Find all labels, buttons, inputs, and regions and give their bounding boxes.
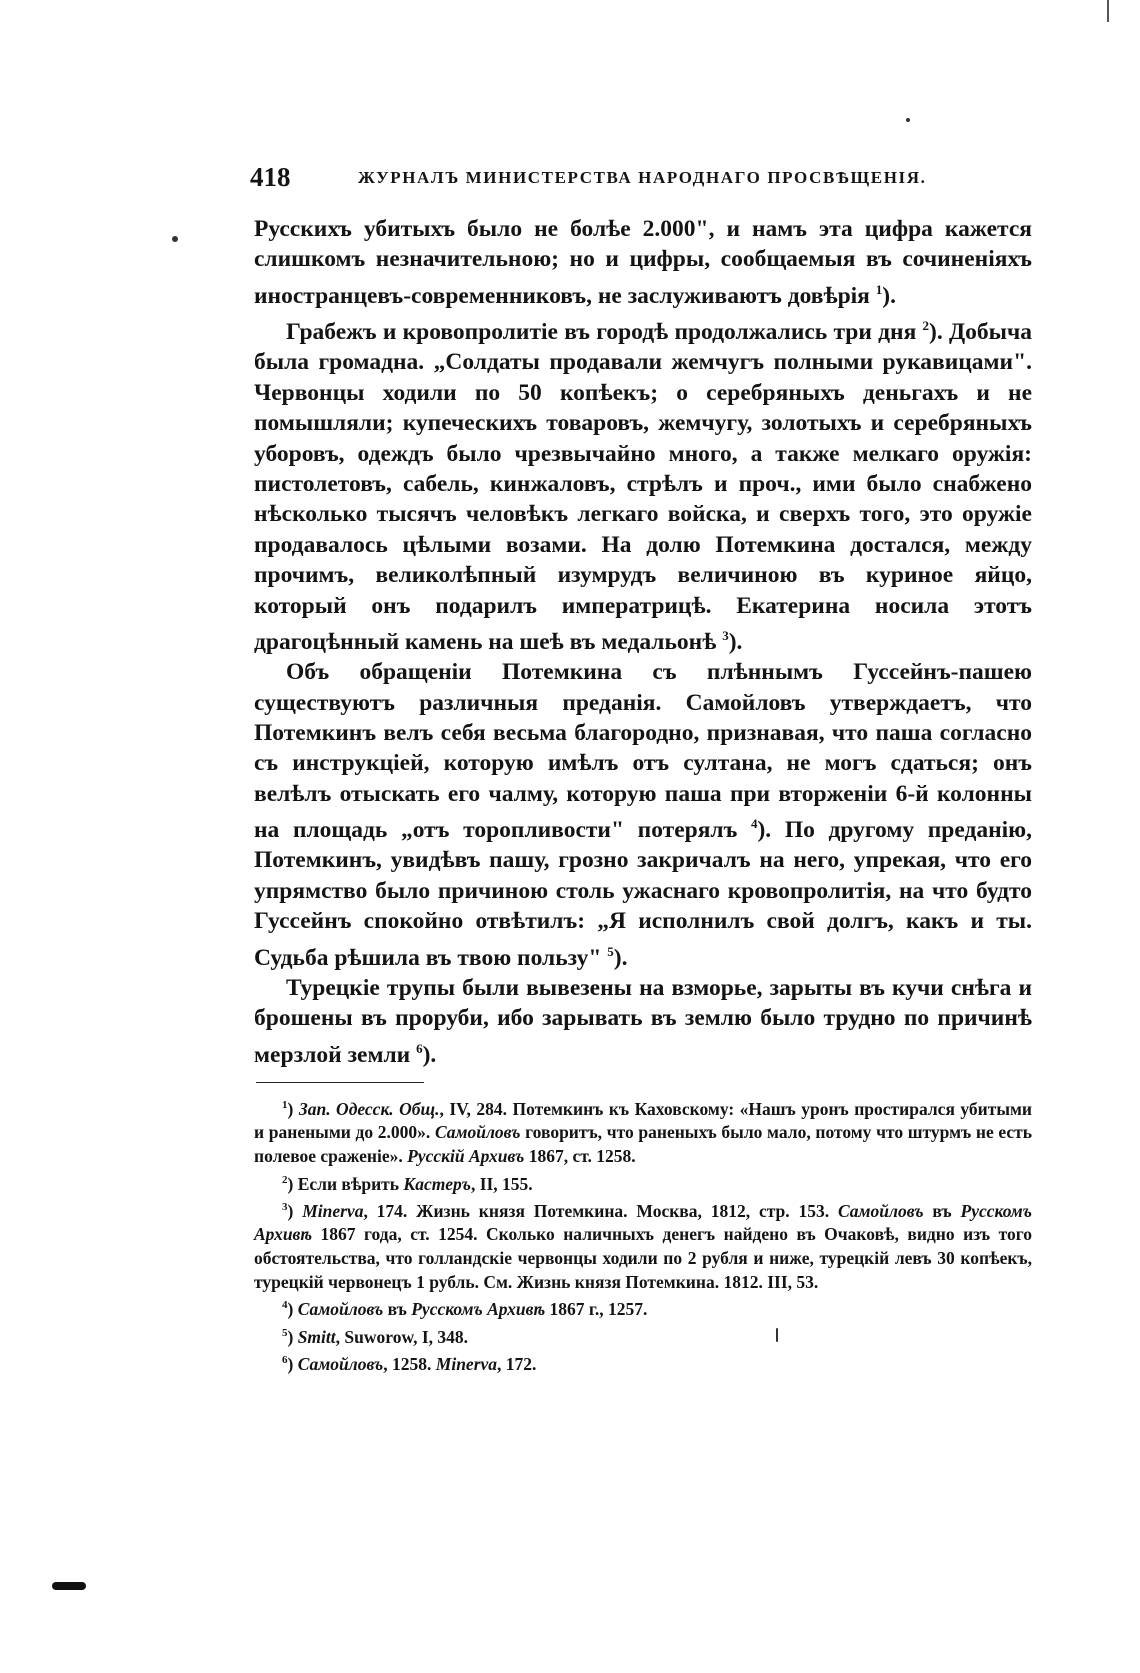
scan-edge-mark — [1107, 0, 1109, 22]
page-header — [250, 162, 1020, 198]
footnote: $^4$) Самойловъ въ Русскомъ Архивѣ 1867 г., 1257. — [282, 1299, 648, 1320]
page-number: 418 — [250, 162, 291, 192]
paragraph: Русскихъ убитыхъ было не болѣе 2.000", и намъ эта цифра кажется слишкомъ незначительною; но и цифры, сообщаемыя въ сочиненіяхъ иностранцевъ-современниковъ, не заслуживаютъ довѣрія $^1$). — [254, 216, 1032, 309]
paragraph: Грабежъ и кровопролитіе въ городѣ продолжались три дня $^2$). Добыча была громадна. „Солдаты продавали жемчугъ полными рукавицами". Червонцы ходили по 50 копѣекъ; о серебряныхъ деньгахъ и не помышляли; купеческихъ товаровъ, жемчугу, золотыхъ и серебряныхъ уборовъ, одеждъ было чрезвычайно много, а также мелкаго оружія: пистолетовъ, сабель, кинжаловъ, стрѣлъ и проч., ими было снабжено нѣсколько тысячъ человѣкъ легкаго войска, и сверхъ того, это оружіе продавалось цѣлыми возами. На долю Потемкина достался, между прочимъ, великолѣпный изумрудъ величиною въ куриное яйцо, который онъ подарилъ императрицѣ. Екатерина носила этотъ драгоцѣнный камень на шеѣ въ медальонѣ $^3$). — [254, 318, 1032, 655]
scan-speck — [906, 118, 910, 122]
main-text — [254, 214, 1032, 1070]
paragraph: Турецкіе трупы были вывезены на взморье, зарыты въ кучи снѣга и брошены въ проруби, ибо зарывать въ землю было трудно по причинѣ мерзлой земли $^6$). — [254, 974, 1032, 1068]
footnotes — [254, 1094, 1032, 1377]
footnote-divider — [256, 1082, 424, 1083]
scan-speck — [172, 236, 178, 242]
footnote-ref: 6 — [416, 1040, 423, 1056]
footnote: $^5$) Smitt, Suworow, I, 348. — [282, 1326, 469, 1347]
footnote-ref: 1 — [875, 281, 883, 297]
footnote: $^1$) Зап. Одесск. Общ., IV, 284. Потемкинъ къ Каховскому: «Нашъ уронъ простирался убитыми и ранеными до 2.000». Самойловъ говоритъ, что раненыхъ было мало, потому что штурмъ не есть полевое сраженіе». Русскій Архивъ 1867, ст. 1258. — [254, 1098, 1033, 1167]
footnote: $^6$) Самойловъ, 1258. Minerva, 172. — [282, 1353, 537, 1374]
running-title: ЖУРНАЛЪ МИНИСТЕРСТВА НАРОДНАГО ПРОСВѢЩЕНІЯ. — [358, 168, 927, 187]
footnote-ref: 2 — [922, 318, 930, 334]
footnote-ref: 4 — [750, 816, 758, 832]
scan-dash-mark — [52, 1582, 86, 1590]
footnote: $^3$) Minerva, 174. Жизнь князя Потемкина. Москва, 1812, стр. 153. Самойловъ въ Русскомъ Архивѣ 1867 года, ст. 1254. Сколько наличныхъ денегъ найдено въ Очаковѣ, видно изъ того обстоятельства, что голландскіе червонцы ходили по 2 рубля и ниже, турецкій левъ 30 копѣекъ, турецкій червонецъ 1 рубль. См. Жизнь князя Потемкина. 1812. III, 53. — [254, 1200, 1032, 1292]
footnote-ref: 5 — [607, 943, 614, 959]
footnote: $^2$) Если вѣрить Кастеръ, II, 155. — [282, 1173, 533, 1194]
footnote-ref: 3 — [722, 627, 729, 643]
paragraph: Объ обращеніи Потемкина съ плѣннымъ Гуссейнъ-пашею существуютъ различныя преданія. Самойловъ утверждаетъ, что Потемкинъ велъ себя весьма благородно, признавая, что паша согласно съ инструкціей, которую имѣлъ отъ султана, не могъ сдаться; онъ велѣлъ отыскать его чалму, которую паша при вторженіи 6-й колонны на площадь „отъ торопливости" потерялъ $^4$). По другому преданію, Потемкинъ, увидѣвъ пашу, грозно закричалъ на него, упрекая, что его упрямство было причиною столь ужаснаго кровопролитія, на что будто Гуссейнъ спокойно отвѣтилъ: „Я исполнилъ свой долгъ, какъ и ты. Судьба рѣшила въ твою пользу" $^5$). — [254, 659, 1033, 971]
